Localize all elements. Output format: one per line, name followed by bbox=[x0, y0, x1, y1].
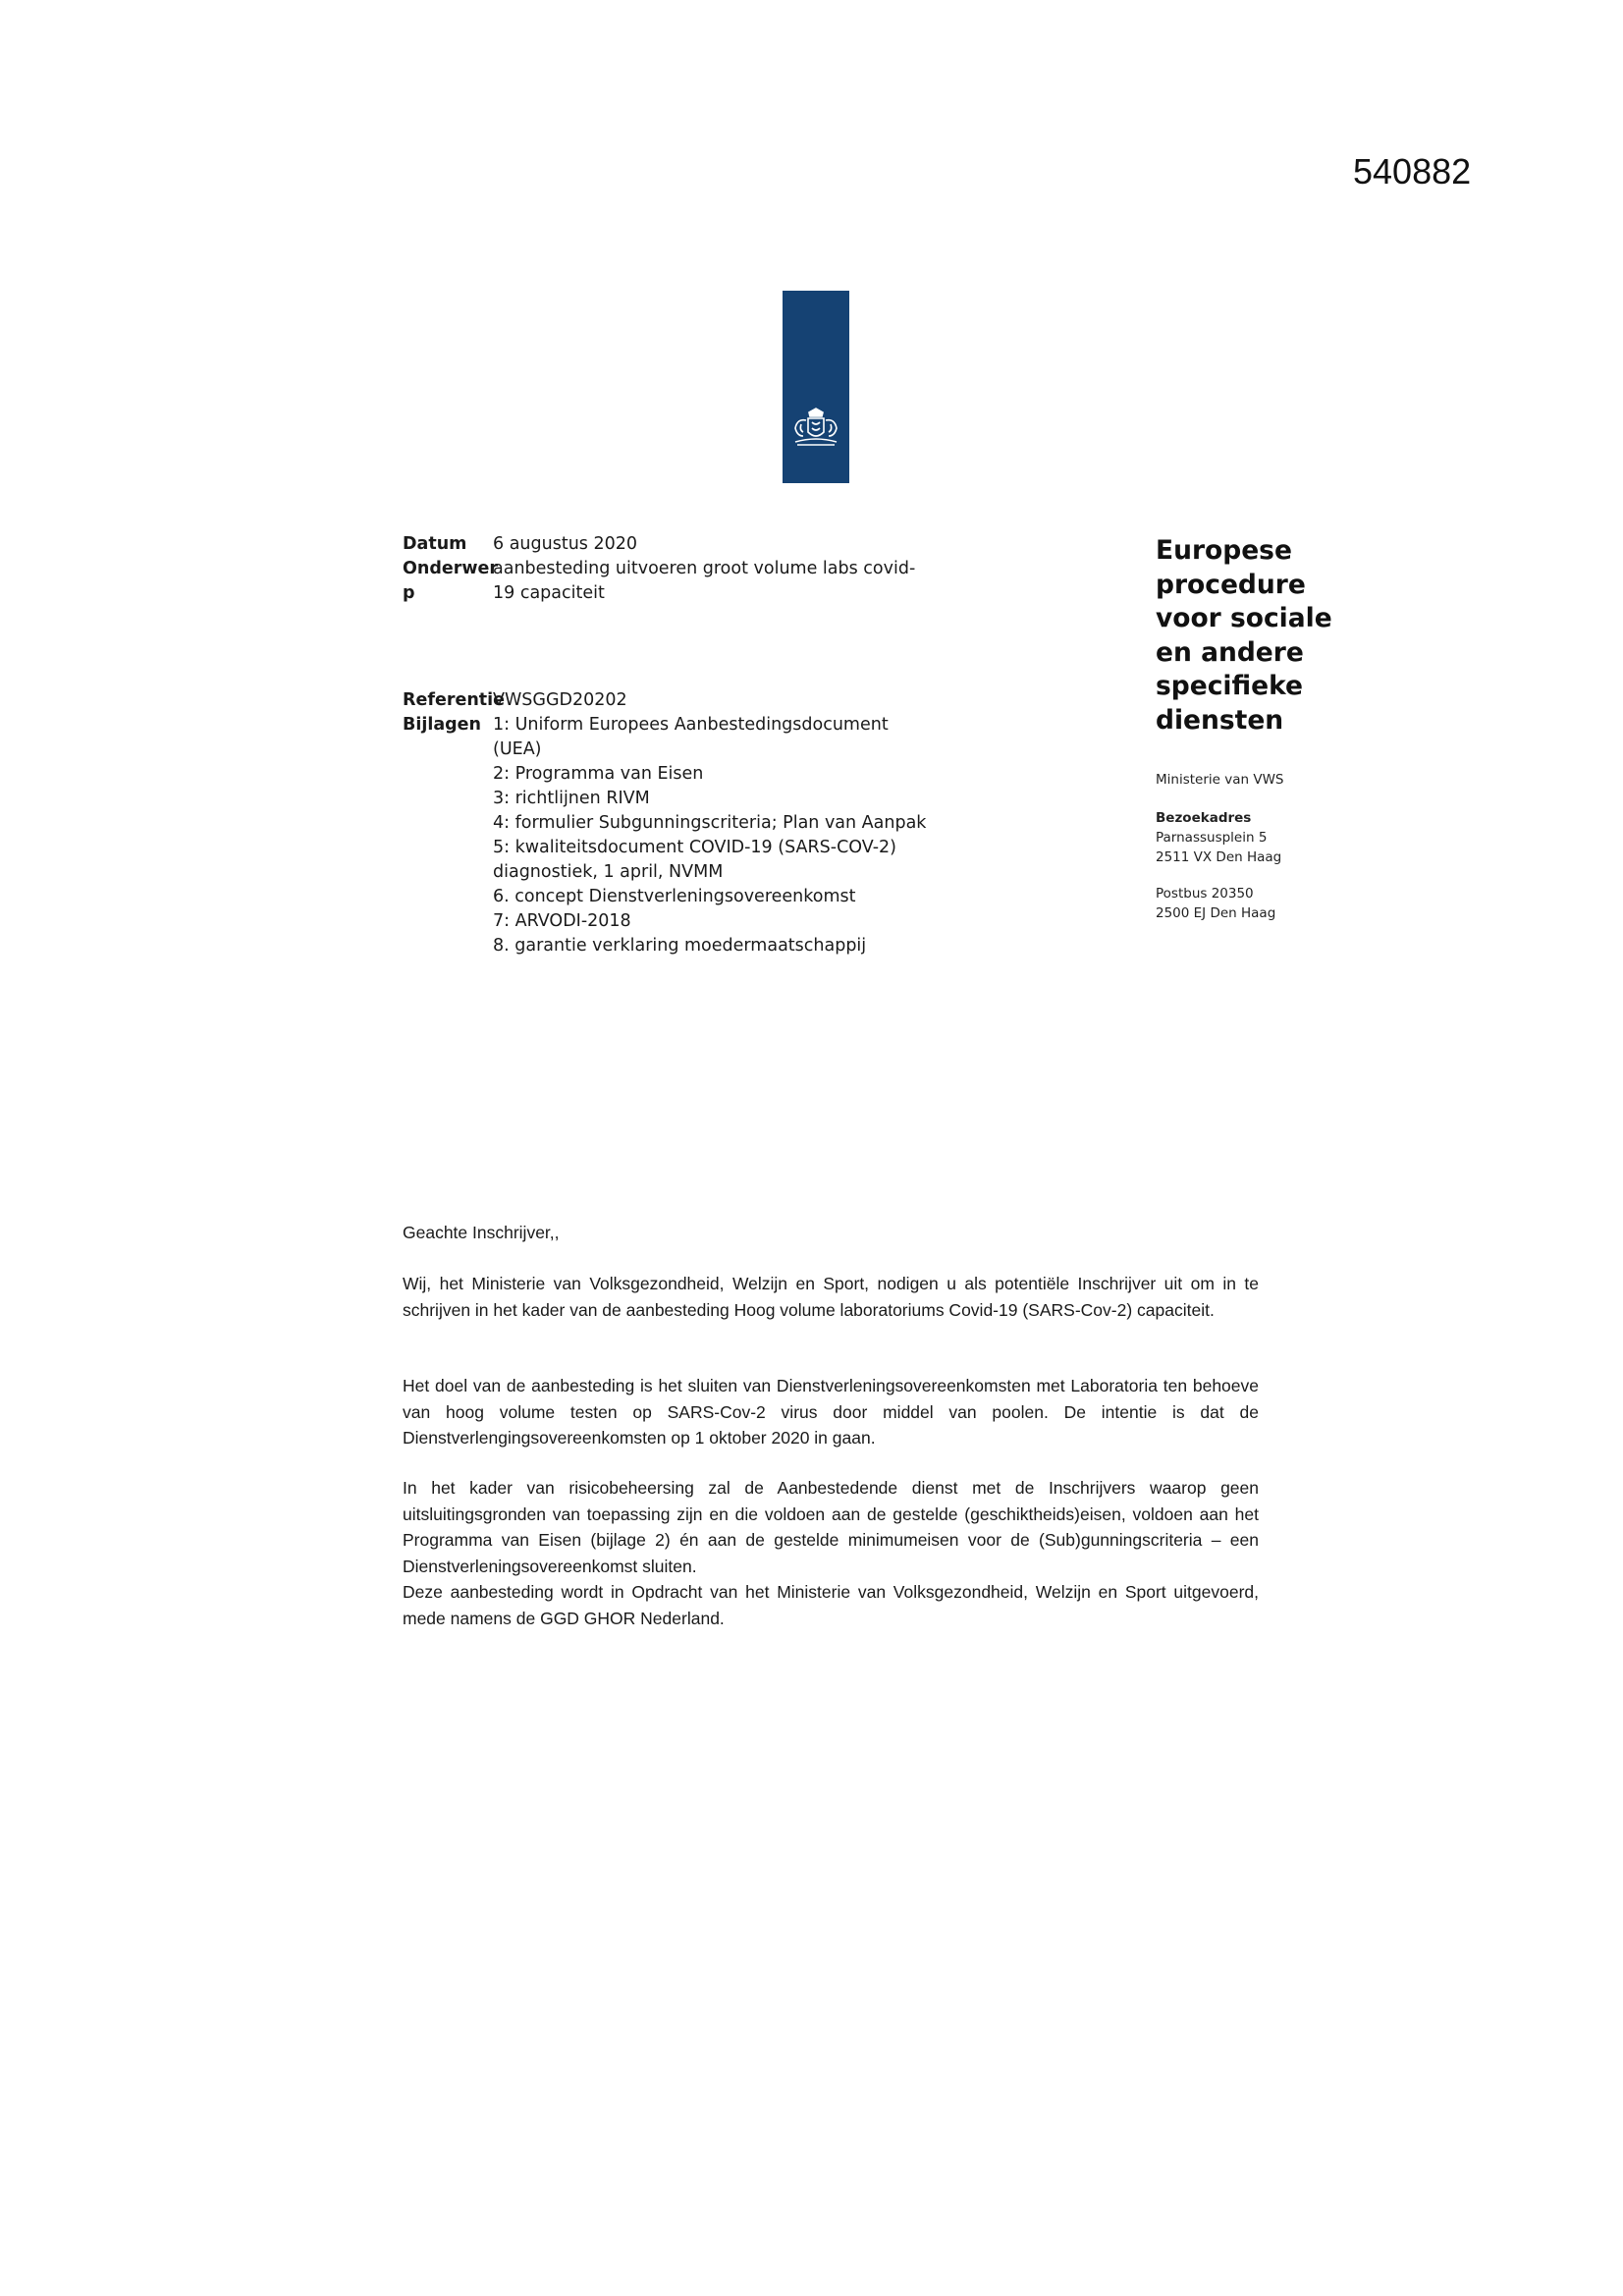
salutation bbox=[403, 1220, 1259, 1246]
postbus: Postbus 20350 bbox=[1156, 886, 1254, 902]
referentie-value: VWSGGD20202 bbox=[493, 690, 627, 710]
paragraph-text: Deze aanbesteding wordt in Opdracht van het Ministerie van Volksgezondheid, Welzijn en Sport uitgevoerd, mede namens de GGD GHOR Nederland. bbox=[403, 1582, 1259, 1628]
onderwerp-label: Onderwer bbox=[403, 559, 499, 578]
onderwerp-label-continued: p bbox=[403, 583, 415, 603]
bijlage-line: 8. garantie verklaring moedermaatschappij bbox=[493, 936, 867, 956]
visiting-address bbox=[1156, 808, 1281, 867]
title-line: procedure bbox=[1156, 569, 1306, 600]
bijlagen-label: Bijlagen bbox=[403, 715, 481, 735]
paragraph-purpose bbox=[403, 1373, 1259, 1451]
bijlage-line: 2: Programma van Eisen bbox=[493, 764, 704, 784]
bijlage-line: diagnostiek, 1 april, NVMM bbox=[493, 862, 724, 882]
paragraph-text: Het doel van de aanbesteding is het sluiten van Dienstverleningsovereenkomsten met Laboratoria ten behoeve van hoog volume testen op SARS-Cov-2 virus door middel van poolen. De intentie is dat de Dienstverlengingsovereenkomsten op 1 oktober 2020 in gaan. bbox=[403, 1376, 1259, 1448]
ministry-name bbox=[1156, 770, 1284, 790]
bezoekadres-city: 2511 VX Den Haag bbox=[1156, 849, 1282, 865]
bijlage-line: 7: ARVODI-2018 bbox=[493, 911, 631, 931]
coat-of-arms-icon bbox=[789, 407, 842, 448]
datum-label: Datum bbox=[403, 534, 467, 554]
title-line: en andere bbox=[1156, 636, 1304, 668]
onderwerp-value: aanbesteding uitvoeren groot volume labs covid- bbox=[493, 559, 916, 578]
paragraph-text: In het kader van risicobeheersing zal de Aanbestedende dienst met de Inschrijvers waarop geen uitsluitingsgronden van toepassing zijn en die voldoen aan de gestelde (geschiktheids)eisen, voldoen aan het Programma van Eisen (bijlage 2) én aan de gestelde minimumeisen voor de (Sub)gunningscriteria – een Dienstverleningsovereenkomst sluiten. bbox=[403, 1478, 1259, 1576]
bijlage-line: 4: formulier Subgunningscriteria; Plan van Aanpak bbox=[493, 813, 927, 833]
rijksoverheid-logo bbox=[783, 291, 849, 483]
title-line: diensten bbox=[1156, 704, 1284, 736]
title-line: specifieke bbox=[1156, 671, 1304, 701]
title-line: Europese bbox=[1156, 535, 1292, 566]
paragraph-risk-management bbox=[403, 1475, 1259, 1579]
postal-address bbox=[1156, 884, 1275, 923]
referentie-label: Referentie bbox=[403, 690, 506, 710]
bijlage-line: 1: Uniform Europees Aanbestedingsdocument bbox=[493, 715, 889, 735]
bijlage-line: 5: kwaliteitsdocument COVID-19 (SARS-COV-2) bbox=[493, 838, 896, 857]
onderwerp-value-continued: 19 capaciteit bbox=[493, 583, 605, 603]
datum-value: 6 augustus 2020 bbox=[493, 534, 637, 554]
document-number: 540882 bbox=[1353, 151, 1472, 191]
bijlagen-list bbox=[493, 713, 926, 958]
salutation-text: Geachte Inschrijver,, bbox=[403, 1223, 560, 1242]
bezoekadres-label: Bezoekadres bbox=[1156, 810, 1252, 826]
bezoekadres-street: Parnassusplein 5 bbox=[1156, 830, 1268, 846]
paragraph-commission bbox=[403, 1579, 1259, 1631]
title-line: voor sociale bbox=[1156, 603, 1332, 633]
postbus-city: 2500 EJ Den Haag bbox=[1156, 905, 1276, 921]
bijlage-line: (UEA) bbox=[493, 739, 542, 759]
bijlage-line: 6. concept Dienstverleningsovereenkomst bbox=[493, 887, 856, 906]
paragraph-text: Wij, het Ministerie van Volksgezondheid, Welzijn en Sport, nodigen u als potentiële Inschrijver uit om in te schrijven in het kader van de aanbesteding Hoog volume laboratoriums Covid-19 (SARS-Cov-2) capaciteit. bbox=[403, 1274, 1259, 1320]
ministry-label: Ministerie van VWS bbox=[1156, 772, 1284, 788]
procedure-title bbox=[1156, 534, 1352, 738]
bijlage-line: 3: richtlijnen RIVM bbox=[493, 789, 650, 808]
paragraph-invitation bbox=[403, 1271, 1259, 1323]
